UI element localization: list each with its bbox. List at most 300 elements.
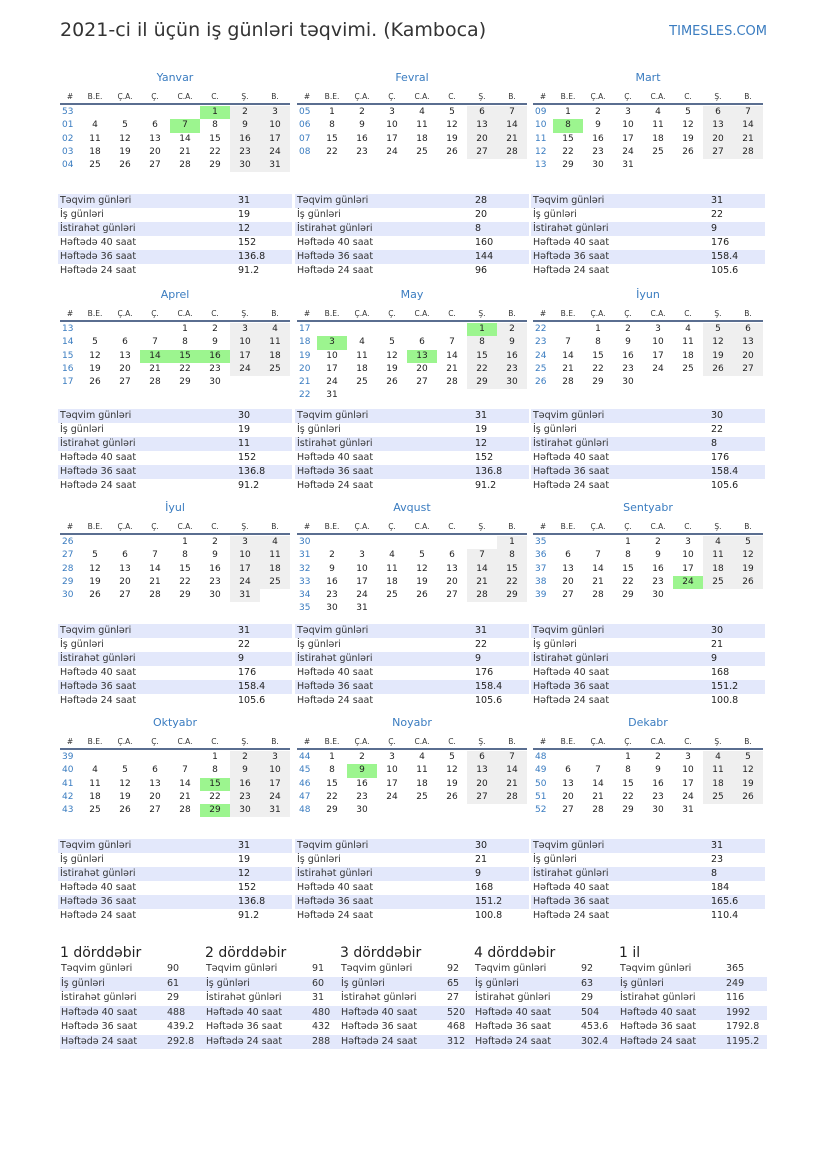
day-cell[interactable]: 19 [733, 563, 763, 576]
day-cell[interactable]: 18 [386, 576, 398, 587]
day-cell[interactable]: 6 [467, 106, 497, 119]
day-cell[interactable]: 9 [655, 765, 661, 776]
day-cell[interactable]: 18 [703, 778, 733, 791]
day-cell[interactable]: 7 [449, 337, 455, 348]
day-cell[interactable]: 22 [209, 146, 221, 157]
day-cell[interactable]: 9 [359, 120, 365, 131]
day-cell[interactable]: 6 [449, 550, 455, 561]
day-cell[interactable]: 8 [553, 119, 583, 132]
day-cell[interactable]: 15 [326, 778, 338, 789]
day-cell[interactable]: 26 [733, 791, 763, 804]
day-cell[interactable]: 21 [149, 363, 161, 374]
day-cell[interactable]: 11 [356, 350, 368, 361]
day-cell[interactable]: 23 [592, 146, 604, 157]
day-cell[interactable]: 3 [685, 752, 691, 762]
day-cell[interactable]: 18 [89, 146, 101, 157]
day-cell[interactable]: 27 [149, 805, 161, 816]
day-cell[interactable]: 8 [329, 765, 335, 776]
day-cell[interactable]: 2 [359, 752, 365, 762]
day-cell[interactable]: 5 [389, 337, 395, 348]
day-cell[interactable]: 17 [622, 133, 634, 144]
day-cell[interactable]: 23 [652, 576, 664, 587]
day-cell[interactable]: 23 [230, 791, 260, 804]
day-cell[interactable]: 26 [119, 160, 131, 171]
day-cell[interactable]: 19 [416, 576, 428, 587]
day-cell[interactable]: 31 [356, 603, 368, 614]
day-cell[interactable]: 6 [152, 120, 158, 131]
day-cell[interactable]: 15 [200, 778, 230, 791]
day-cell[interactable]: 9 [212, 337, 218, 348]
day-cell[interactable]: 28 [179, 160, 191, 171]
day-cell[interactable]: 4 [92, 765, 98, 776]
day-cell[interactable]: 13 [149, 133, 161, 144]
day-cell[interactable]: 12 [733, 549, 763, 562]
day-cell[interactable]: 6 [565, 550, 571, 561]
day-cell[interactable]: 15 [592, 350, 604, 361]
day-cell[interactable]: 10 [356, 563, 368, 574]
day-cell[interactable]: 25 [356, 377, 368, 388]
day-cell[interactable]: 25 [652, 146, 664, 157]
day-cell[interactable]: 10 [260, 764, 290, 777]
day-cell[interactable]: 16 [356, 778, 368, 789]
day-cell[interactable]: 18 [652, 133, 664, 144]
day-cell[interactable]: 17 [682, 778, 694, 789]
day-cell[interactable]: 25 [386, 590, 398, 601]
day-cell[interactable]: 10 [682, 765, 694, 776]
day-cell[interactable]: 27 [562, 805, 574, 816]
day-cell[interactable]: 28 [592, 590, 604, 601]
day-cell[interactable]: 7 [152, 337, 158, 348]
day-cell[interactable]: 22 [622, 576, 634, 587]
day-cell[interactable]: 16 [652, 563, 664, 574]
day-cell[interactable]: 20 [562, 791, 574, 802]
day-cell[interactable]: 8 [625, 550, 631, 561]
day-cell[interactable]: 31 [260, 804, 290, 817]
day-cell[interactable]: 1 [497, 536, 527, 549]
day-cell[interactable]: 5 [733, 751, 763, 764]
day-cell[interactable]: 8 [497, 549, 527, 562]
day-cell[interactable]: 19 [682, 133, 694, 144]
day-cell[interactable]: 31 [682, 805, 694, 816]
day-cell[interactable]: 12 [119, 778, 131, 789]
day-cell[interactable]: 12 [119, 133, 131, 144]
day-cell[interactable]: 21 [149, 576, 161, 587]
day-cell[interactable]: 27 [119, 377, 131, 388]
day-cell[interactable]: 8 [212, 120, 218, 131]
day-cell[interactable]: 7 [467, 549, 497, 562]
day-cell[interactable]: 26 [89, 377, 101, 388]
day-cell[interactable]: 28 [179, 805, 191, 816]
day-cell[interactable]: 29 [326, 805, 338, 816]
day-cell[interactable]: 17 [386, 133, 398, 144]
day-cell[interactable]: 25 [89, 805, 101, 816]
day-cell[interactable]: 2 [595, 107, 601, 117]
day-cell[interactable]: 14 [733, 119, 763, 132]
day-cell[interactable]: 22 [179, 363, 191, 374]
day-cell[interactable]: 20 [467, 778, 497, 791]
day-cell[interactable]: 9 [230, 764, 260, 777]
day-cell[interactable]: 1 [625, 537, 631, 547]
day-cell[interactable]: 2 [359, 107, 365, 117]
day-cell[interactable]: 6 [419, 337, 425, 348]
day-cell[interactable]: 18 [703, 563, 733, 576]
day-cell[interactable]: 23 [326, 590, 338, 601]
day-cell[interactable]: 24 [386, 146, 398, 157]
day-cell[interactable]: 28 [497, 146, 527, 159]
day-cell[interactable]: 12 [446, 120, 458, 131]
day-cell[interactable]: 26 [446, 146, 458, 157]
day-cell[interactable]: 16 [230, 133, 260, 146]
day-cell[interactable]: 21 [467, 576, 497, 589]
day-cell[interactable]: 27 [446, 590, 458, 601]
day-cell[interactable]: 14 [592, 778, 604, 789]
day-cell[interactable]: 18 [260, 563, 290, 576]
day-cell[interactable]: 2 [230, 751, 260, 764]
day-cell[interactable]: 27 [703, 146, 733, 159]
day-cell[interactable]: 3 [655, 324, 661, 334]
day-cell[interactable]: 21 [179, 146, 191, 157]
day-cell[interactable]: 25 [89, 160, 101, 171]
day-cell[interactable]: 14 [497, 764, 527, 777]
day-cell[interactable]: 3 [685, 537, 691, 547]
day-cell[interactable]: 3 [317, 336, 347, 349]
day-cell[interactable]: 6 [703, 106, 733, 119]
day-cell[interactable]: 18 [416, 133, 428, 144]
day-cell[interactable]: 24 [622, 146, 634, 157]
day-cell[interactable]: 13 [467, 764, 497, 777]
day-cell[interactable]: 4 [260, 323, 290, 336]
day-cell[interactable]: 5 [122, 765, 128, 776]
day-cell[interactable]: 20 [446, 576, 458, 587]
day-cell[interactable]: 1 [565, 107, 571, 117]
day-cell[interactable]: 15 [622, 778, 634, 789]
day-cell[interactable]: 5 [449, 752, 455, 762]
day-cell[interactable]: 17 [356, 576, 368, 587]
day-cell[interactable]: 6 [467, 751, 497, 764]
day-cell[interactable]: 19 [89, 576, 101, 587]
day-cell[interactable]: 24 [682, 791, 694, 802]
day-cell[interactable]: 29 [179, 590, 191, 601]
day-cell[interactable]: 22 [467, 363, 497, 376]
day-cell[interactable]: 7 [733, 106, 763, 119]
day-cell[interactable]: 25 [416, 791, 428, 802]
day-cell[interactable]: 2 [655, 537, 661, 547]
day-cell[interactable]: 17 [260, 778, 290, 791]
day-cell[interactable]: 19 [446, 778, 458, 789]
day-cell[interactable]: 12 [446, 765, 458, 776]
day-cell[interactable]: 13 [446, 563, 458, 574]
day-cell[interactable]: 21 [562, 363, 574, 374]
day-cell[interactable]: 22 [497, 576, 527, 589]
day-cell[interactable]: 12 [703, 336, 733, 349]
day-cell[interactable]: 8 [625, 765, 631, 776]
day-cell[interactable]: 20 [119, 576, 131, 587]
day-cell[interactable]: 1 [595, 324, 601, 334]
day-cell[interactable]: 24 [260, 791, 290, 804]
day-cell[interactable]: 10 [622, 120, 634, 131]
day-cell[interactable]: 24 [356, 590, 368, 601]
day-cell[interactable]: 8 [467, 336, 497, 349]
day-cell[interactable]: 30 [209, 590, 221, 601]
day-cell[interactable]: 4 [260, 536, 290, 549]
day-cell[interactable]: 10 [386, 765, 398, 776]
day-cell[interactable]: 11 [416, 120, 428, 131]
day-cell[interactable]: 5 [703, 323, 733, 336]
day-cell[interactable]: 24 [673, 576, 703, 589]
day-cell[interactable]: 13 [562, 778, 574, 789]
day-cell[interactable]: 21 [733, 133, 763, 146]
day-cell[interactable]: 7 [152, 550, 158, 561]
day-cell[interactable]: 12 [89, 350, 101, 361]
day-cell[interactable]: 11 [703, 549, 733, 562]
day-cell[interactable]: 11 [260, 549, 290, 562]
day-cell[interactable]: 7 [182, 765, 188, 776]
day-cell[interactable]: 14 [140, 350, 170, 363]
day-cell[interactable]: 22 [209, 791, 221, 802]
day-cell[interactable]: 24 [386, 791, 398, 802]
day-cell[interactable]: 1 [182, 324, 188, 334]
day-cell[interactable]: 12 [89, 563, 101, 574]
day-cell[interactable]: 21 [179, 791, 191, 802]
day-cell[interactable]: 22 [622, 791, 634, 802]
day-cell[interactable]: 19 [703, 350, 733, 363]
day-cell[interactable]: 23 [652, 791, 664, 802]
day-cell[interactable]: 9 [625, 337, 631, 348]
day-cell[interactable]: 31 [230, 589, 260, 602]
day-cell[interactable]: 6 [152, 765, 158, 776]
day-cell[interactable]: 27 [119, 590, 131, 601]
day-cell[interactable]: 6 [122, 337, 128, 348]
day-cell[interactable]: 11 [703, 764, 733, 777]
day-cell[interactable]: 28 [733, 146, 763, 159]
day-cell[interactable]: 15 [209, 133, 221, 144]
day-cell[interactable]: 3 [359, 550, 365, 561]
day-cell[interactable]: 12 [682, 120, 694, 131]
day-cell[interactable]: 23 [356, 791, 368, 802]
day-cell[interactable]: 5 [733, 536, 763, 549]
day-cell[interactable]: 30 [622, 377, 634, 388]
day-cell[interactable]: 28 [467, 589, 497, 602]
day-cell[interactable]: 5 [685, 107, 691, 117]
day-cell[interactable]: 8 [212, 765, 218, 776]
day-cell[interactable]: 13 [119, 350, 131, 361]
day-cell[interactable]: 29 [467, 376, 497, 389]
day-cell[interactable]: 8 [595, 337, 601, 348]
day-cell[interactable]: 20 [119, 363, 131, 374]
day-cell[interactable]: 26 [416, 590, 428, 601]
day-cell[interactable]: 27 [149, 160, 161, 171]
day-cell[interactable]: 25 [682, 363, 694, 374]
day-cell[interactable]: 3 [625, 107, 631, 117]
day-cell[interactable]: 19 [119, 146, 131, 157]
day-cell[interactable]: 1 [329, 752, 335, 762]
day-cell[interactable]: 22 [179, 576, 191, 587]
day-cell[interactable]: 13 [562, 563, 574, 574]
day-cell[interactable]: 19 [119, 791, 131, 802]
day-cell[interactable]: 28 [497, 791, 527, 804]
day-cell[interactable]: 30 [326, 603, 338, 614]
day-cell[interactable]: 23 [209, 363, 221, 374]
day-cell[interactable]: 12 [733, 764, 763, 777]
day-cell[interactable]: 14 [179, 778, 191, 789]
day-cell[interactable]: 24 [260, 146, 290, 159]
day-cell[interactable]: 9 [212, 550, 218, 561]
day-cell[interactable]: 3 [389, 752, 395, 762]
day-cell[interactable]: 16 [622, 350, 634, 361]
day-cell[interactable]: 27 [467, 146, 497, 159]
day-cell[interactable]: 13 [119, 563, 131, 574]
day-cell[interactable]: 23 [209, 576, 221, 587]
day-cell[interactable]: 5 [419, 550, 425, 561]
day-cell[interactable]: 31 [260, 159, 290, 172]
day-cell[interactable]: 15 [622, 563, 634, 574]
day-cell[interactable]: 27 [733, 363, 763, 376]
day-cell[interactable]: 16 [326, 576, 338, 587]
day-cell[interactable]: 7 [170, 119, 200, 132]
day-cell[interactable]: 11 [682, 337, 694, 348]
day-cell[interactable]: 7 [497, 106, 527, 119]
day-cell[interactable]: 2 [625, 324, 631, 334]
day-cell[interactable]: 29 [179, 377, 191, 388]
day-cell[interactable]: 30 [652, 805, 664, 816]
day-cell[interactable]: 4 [703, 536, 733, 549]
day-cell[interactable]: 3 [389, 107, 395, 117]
day-cell[interactable]: 5 [122, 120, 128, 131]
day-cell[interactable]: 4 [703, 751, 733, 764]
day-cell[interactable]: 18 [682, 350, 694, 361]
day-cell[interactable]: 19 [733, 778, 763, 791]
day-cell[interactable]: 16 [652, 778, 664, 789]
day-cell[interactable]: 11 [260, 336, 290, 349]
day-cell[interactable]: 22 [326, 791, 338, 802]
day-cell[interactable]: 4 [655, 107, 661, 117]
day-cell[interactable]: 11 [652, 120, 664, 131]
day-cell[interactable]: 17 [682, 563, 694, 574]
day-cell[interactable]: 6 [122, 550, 128, 561]
day-cell[interactable]: 11 [416, 765, 428, 776]
day-cell[interactable]: 22 [562, 146, 574, 157]
day-cell[interactable]: 30 [592, 160, 604, 171]
day-cell[interactable]: 4 [419, 107, 425, 117]
day-cell[interactable]: 29 [497, 589, 527, 602]
day-cell[interactable]: 20 [703, 133, 733, 146]
day-cell[interactable]: 18 [260, 350, 290, 363]
day-cell[interactable]: 10 [230, 336, 260, 349]
day-cell[interactable]: 16 [497, 350, 527, 363]
day-cell[interactable]: 13 [407, 350, 437, 363]
day-cell[interactable]: 2 [212, 324, 218, 334]
day-cell[interactable]: 22 [326, 146, 338, 157]
day-cell[interactable]: 26 [386, 377, 398, 388]
day-cell[interactable]: 1 [329, 107, 335, 117]
day-cell[interactable]: 13 [467, 119, 497, 132]
day-cell[interactable]: 26 [446, 791, 458, 802]
day-cell[interactable]: 13 [703, 119, 733, 132]
day-cell[interactable]: 1 [212, 752, 218, 762]
day-cell[interactable]: 4 [389, 550, 395, 561]
day-cell[interactable]: 26 [733, 576, 763, 589]
day-cell[interactable]: 14 [562, 350, 574, 361]
day-cell[interactable]: 3 [260, 751, 290, 764]
day-cell[interactable]: 3 [230, 323, 260, 336]
day-cell[interactable]: 8 [182, 337, 188, 348]
day-cell[interactable]: 26 [703, 363, 733, 376]
day-cell[interactable]: 15 [179, 563, 191, 574]
day-cell[interactable]: 7 [565, 337, 571, 348]
day-cell[interactable]: 10 [682, 550, 694, 561]
day-cell[interactable]: 29 [209, 160, 221, 171]
day-cell[interactable]: 15 [467, 350, 497, 363]
day-cell[interactable]: 17 [230, 350, 260, 363]
day-cell[interactable]: 15 [497, 563, 527, 576]
day-cell[interactable]: 21 [446, 363, 458, 374]
day-cell[interactable]: 18 [356, 363, 368, 374]
day-cell[interactable]: 17 [326, 363, 338, 374]
day-cell[interactable]: 27 [416, 377, 428, 388]
day-cell[interactable]: 13 [733, 336, 763, 349]
day-cell[interactable]: 31 [622, 160, 634, 171]
day-cell[interactable]: 7 [595, 765, 601, 776]
day-cell[interactable]: 7 [497, 751, 527, 764]
day-cell[interactable]: 18 [416, 778, 428, 789]
day-cell[interactable]: 28 [149, 377, 161, 388]
day-cell[interactable]: 9 [230, 119, 260, 132]
day-cell[interactable]: 29 [592, 377, 604, 388]
day-cell[interactable]: 19 [89, 363, 101, 374]
day-cell[interactable]: 2 [497, 323, 527, 336]
day-cell[interactable]: 25 [703, 791, 733, 804]
day-cell[interactable]: 16 [209, 563, 221, 574]
day-cell[interactable]: 30 [497, 376, 527, 389]
day-cell[interactable]: 7 [595, 550, 601, 561]
day-cell[interactable]: 16 [356, 133, 368, 144]
day-cell[interactable]: 15 [562, 133, 574, 144]
day-cell[interactable]: 24 [230, 363, 260, 376]
day-cell[interactable]: 29 [622, 590, 634, 601]
day-cell[interactable]: 1 [182, 537, 188, 547]
day-cell[interactable]: 26 [682, 146, 694, 157]
day-cell[interactable]: 28 [446, 377, 458, 388]
day-cell[interactable]: 21 [592, 791, 604, 802]
day-cell[interactable]: 13 [149, 778, 161, 789]
day-cell[interactable]: 30 [209, 377, 221, 388]
day-cell[interactable]: 12 [386, 350, 398, 361]
day-cell[interactable]: 29 [200, 804, 230, 817]
brand-link[interactable]: TIMESLES.COM [669, 24, 767, 39]
day-cell[interactable]: 2 [230, 106, 260, 119]
day-cell[interactable]: 5 [449, 107, 455, 117]
day-cell[interactable]: 11 [89, 133, 101, 144]
day-cell[interactable]: 17 [260, 133, 290, 146]
day-cell[interactable]: 11 [386, 563, 398, 574]
day-cell[interactable]: 15 [326, 133, 338, 144]
day-cell[interactable]: 28 [149, 590, 161, 601]
day-cell[interactable]: 2 [655, 752, 661, 762]
day-cell[interactable]: 20 [467, 133, 497, 146]
day-cell[interactable]: 29 [562, 160, 574, 171]
day-cell[interactable]: 25 [703, 576, 733, 589]
day-cell[interactable]: 15 [170, 350, 200, 363]
day-cell[interactable]: 28 [592, 805, 604, 816]
day-cell[interactable]: 23 [622, 363, 634, 374]
day-cell[interactable]: 10 [326, 350, 338, 361]
day-cell[interactable]: 3 [230, 536, 260, 549]
day-cell[interactable]: 24 [652, 363, 664, 374]
day-cell[interactable]: 29 [622, 805, 634, 816]
day-cell[interactable]: 20 [562, 576, 574, 587]
day-cell[interactable]: 4 [359, 337, 365, 348]
day-cell[interactable]: 9 [595, 120, 601, 131]
